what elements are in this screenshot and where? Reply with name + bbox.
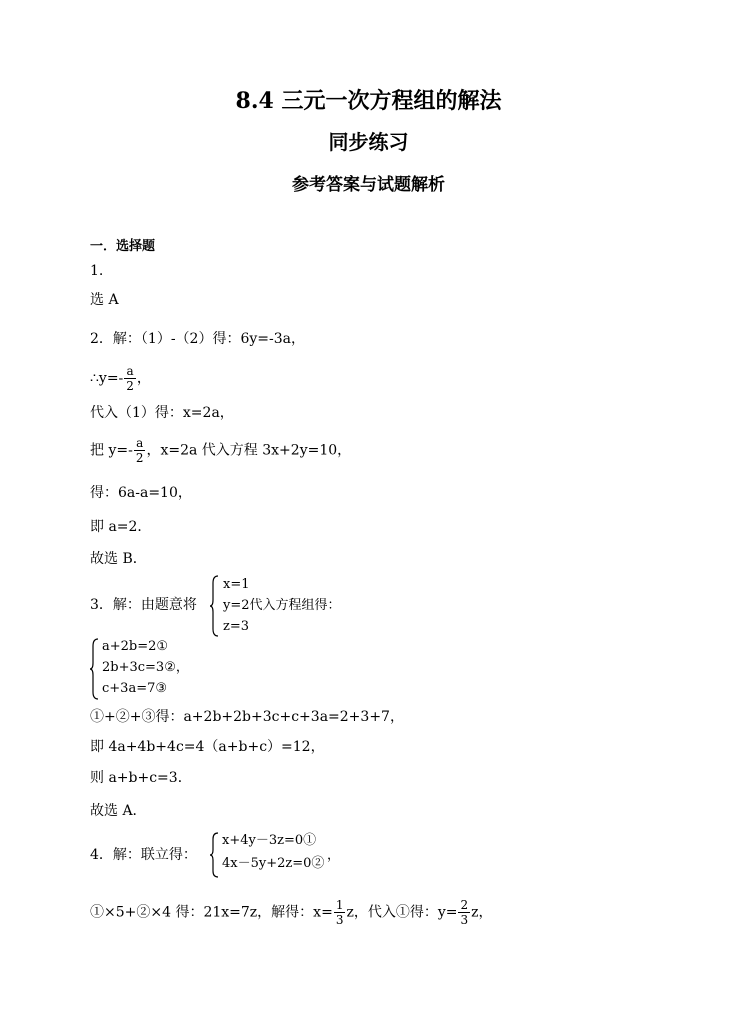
q2-line-2 (90, 364, 151, 393)
q3-intro: 3．解：由题意将 (90, 597, 197, 613)
q4-line-1-c: z， (471, 904, 493, 921)
q3-line-4: 故选 A． (90, 803, 147, 819)
q4-sys-eq-1: x+4y－3z=0① (222, 833, 317, 848)
q3-line-2: 即 4a+4b+4c=4（a+b+c）=12， (90, 739, 325, 755)
q4-line-1-a: ①×5+②×4 得：21x=7z，解得：x= (90, 904, 333, 921)
fraction-denominator: 3 (335, 913, 344, 927)
q2-line-5: 得：6a-a=10， (90, 485, 192, 501)
q2-line-4-pre: 把 y=- (90, 442, 133, 459)
q3-sys2-eq-2: 2b+3c=3②， (102, 660, 189, 675)
q1-answer: 选 A (90, 292, 119, 308)
q3-sys1-eq-3: z=3 (223, 619, 250, 634)
left-brace-icon (210, 575, 220, 637)
q3-line-3: 则 a+b+c=3． (90, 770, 192, 786)
fraction-denominator: 2 (135, 451, 144, 465)
fraction-numerator: 2 (460, 898, 469, 912)
q3-sys2-eq-1: a+2b=2① (102, 639, 169, 654)
q2-line-4-post: ，x=2a 代入方程 3x+2y=10， (146, 442, 352, 459)
q3-sys1-eq-2: y=2代入方程组得： (223, 598, 341, 613)
document-subtitle: 同步练习 (328, 130, 409, 154)
document-title: 8.4 三元一次方程组的解法 (235, 88, 502, 114)
q3-sys2-eq-3: c+3a=7③ (102, 681, 168, 696)
fraction-a-over-2 (134, 436, 146, 465)
fraction-numerator: a (134, 436, 146, 451)
section-heading: 一．选择题 (90, 239, 156, 254)
q4-line-1-b: z，代入①得：y= (346, 904, 458, 921)
q2-line-1: 2．解：（1）-（2）得：6y=-3a， (90, 331, 305, 347)
q2-line-6: 即 a=2． (90, 519, 152, 535)
fraction-denominator: 2 (126, 379, 134, 393)
q2-line-2-post: ， (136, 370, 151, 387)
q4-system (210, 832, 350, 878)
left-brace-icon (210, 832, 220, 878)
q3-system-1 (210, 575, 370, 637)
q3-line-1: ①+②+③得：a+2b+2b+3c+c+3a=2+3+7， (90, 709, 404, 725)
q2-line-4 (90, 436, 351, 465)
answer-heading: 参考答案与试题解析 (292, 175, 445, 195)
q2-line-7: 故选 B． (90, 551, 147, 567)
q2-line-2-pre: ∴y=- (90, 370, 124, 387)
fraction-numerator: 1 (335, 898, 344, 912)
q3-system-2 (90, 638, 210, 700)
q4-line-1 (90, 898, 493, 927)
q2-line-3: 代入（1）得：x=2a， (90, 405, 234, 421)
fraction-2-over-3 (458, 898, 470, 927)
q3-sys1-eq-1: x=1 (223, 577, 250, 592)
fraction-numerator: a (124, 364, 136, 379)
fraction-denominator: 3 (460, 913, 469, 927)
q4-intro: 4．解：联立得： (90, 847, 197, 863)
q1-number: 1. (90, 263, 104, 279)
q4-sys-tail: ， (327, 848, 341, 863)
fraction-a-over-2 (124, 364, 136, 393)
fraction-1-over-3 (334, 898, 346, 927)
q4-sys-eq-2: 4x－5y+2z=0② (222, 856, 325, 871)
left-brace-icon (90, 638, 100, 700)
